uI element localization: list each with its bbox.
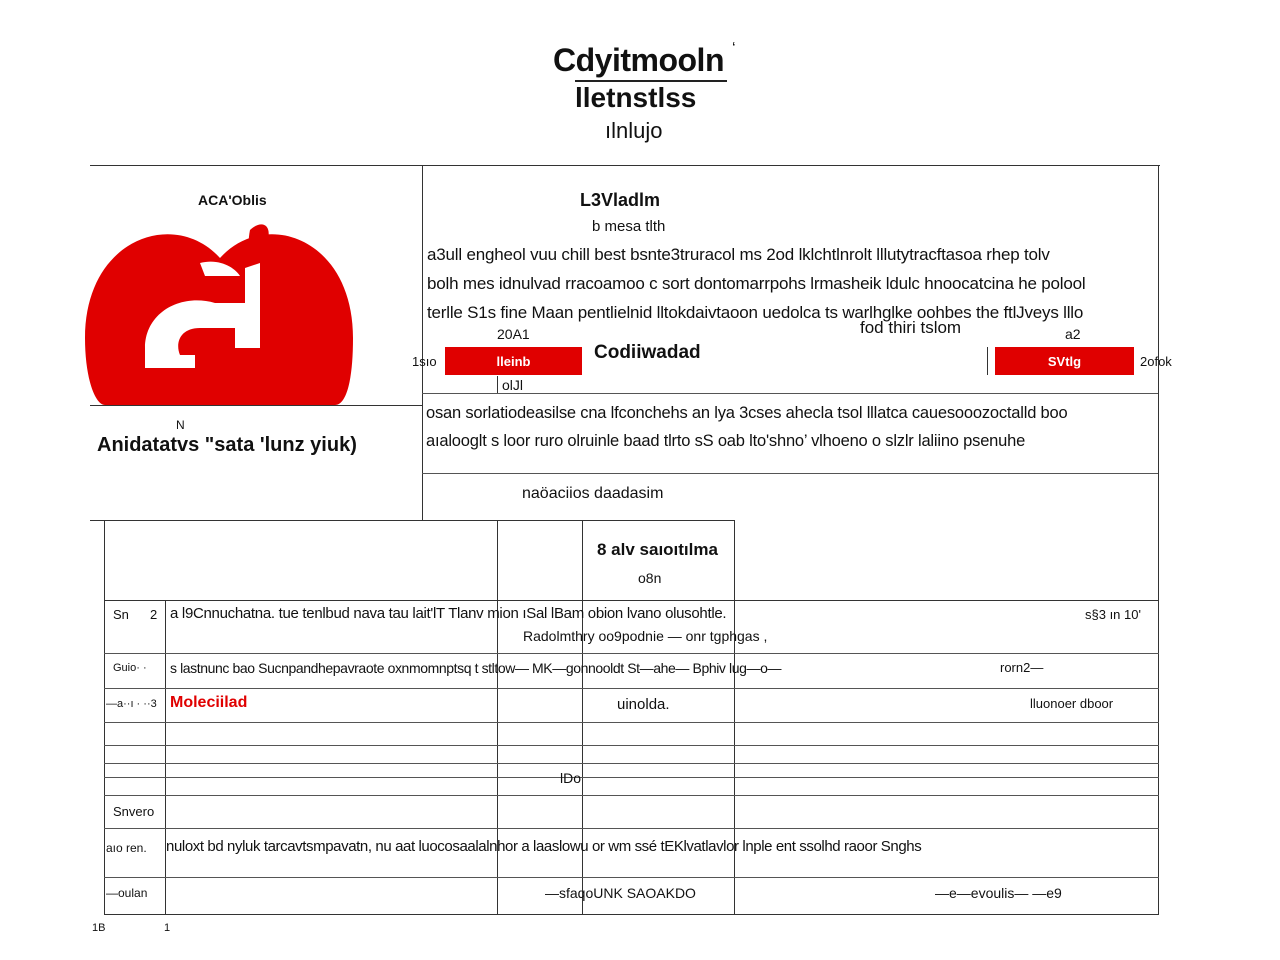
left-panel-divider: [422, 165, 423, 520]
logo-label: ACA'Oblis: [198, 192, 267, 208]
row-text: a l9Cnnuchatna. tue tenlbud nava tau lait'lT Tlanv mion ıSal lBam obion lvano olusohtle.: [170, 605, 727, 622]
table-head-title: 8 alv saıoıtılma: [597, 540, 718, 559]
paragraph-line: terlle S1s fine Maan pentlielnid lltokdaivtaoon uedolca ts warlhglke oohbes the ftlJveys lllo: [427, 303, 1084, 322]
section-label: naöaciios daadasim: [522, 485, 664, 502]
row-rule: [104, 722, 1159, 723]
bold-heading: Codiiwadad: [594, 342, 701, 363]
table-col-2: [497, 520, 498, 915]
sub-number: olJl: [502, 377, 524, 393]
row-right: rorn2—: [1000, 660, 1044, 675]
red-label-left: lleinb: [445, 347, 582, 375]
row-rule: [104, 745, 1159, 746]
footer-number: 1: [164, 922, 171, 934]
paragraph-line: a3ull engheol vuu chill best bsnte3truracol ms 2od lklchtlnrolt lllutytracftasoa rhep tolv: [427, 245, 1050, 264]
row-mid: —sfaqoUNK SAOAKDO: [545, 885, 696, 901]
caption-mark: N: [176, 418, 185, 432]
row-right: —e—evoulis— —e9: [935, 885, 1062, 901]
document-tagline: ılnlujo: [605, 118, 663, 143]
row-mid: lDo: [560, 770, 582, 786]
row-right: lluonoer dboor: [1030, 696, 1114, 711]
row-code: Sn: [113, 607, 129, 622]
row-text-highlight: Moleciilad: [170, 694, 248, 711]
sub-divider: [497, 376, 498, 394]
footer-left: 1B: [92, 922, 106, 934]
document-subtitle: lletnstlss: [575, 82, 697, 113]
info-subheading: b mesa tlth: [592, 218, 666, 235]
info-heading: L3Vladlm: [580, 190, 661, 210]
top-rule: [90, 165, 1160, 166]
info-paragraph: [427, 240, 1162, 327]
row-rule: [104, 828, 1159, 829]
red-label-right: SVtlg: [995, 347, 1134, 375]
desc-bottom-rule: [422, 473, 1158, 474]
row-right-number: 2ofok: [1140, 354, 1172, 369]
row-right: s§3 ın 10': [1085, 607, 1141, 622]
red-label-divider: [987, 347, 988, 375]
row-mid: uinolda.: [617, 696, 670, 713]
row-code: Snvero: [113, 804, 155, 819]
row-code: aıo ren.: [106, 841, 147, 855]
row-rule: [104, 795, 1159, 796]
table-col-1: [165, 600, 166, 915]
row-code: Guio· ·: [113, 662, 147, 674]
row-left-number: 1sıo: [412, 354, 437, 369]
table-top-left: [104, 520, 734, 521]
table-col-4: [734, 520, 735, 915]
description-line: aıalooglt s loor ruro olruinle baad tlrto sS oab lto'shno’ vlhoeno o slzlr laliino psenuhe: [426, 432, 1026, 450]
row-index: 2: [150, 607, 158, 622]
table-head-sub: o8n: [638, 570, 662, 586]
row-text: s lastnunc bao Sucnpandhepavraote oxnmomnptsq t stltow— MK—gonnooldt St—ahe— Bphiv lug—o—: [170, 660, 782, 676]
row-rule: [104, 877, 1159, 878]
row-rule: [104, 763, 1159, 764]
description-line: osan sorlatiodeasilse cna lfconchehs an lya 3cses ahecla tsol lllatca cauesooozoctalld boo: [426, 404, 1068, 422]
row-rule: [104, 653, 1159, 654]
row-code: —a··ı · ··3: [106, 698, 157, 710]
logo-bottom-rule: [90, 405, 423, 406]
paragraph-line: bolh mes idnulvad rracoamoo c sort dontomarrpohs lrmasheik ldulc hnoocatcina he polool: [427, 274, 1086, 293]
number-right: a2: [1065, 326, 1081, 342]
row-sub: Radolmthry oo9podnie — onr tgphgas ,: [523, 628, 768, 644]
title-mark: ‘: [732, 40, 736, 57]
row-rule: [104, 777, 1159, 778]
paragraph-line: fod thiri tslom: [860, 318, 962, 337]
table-left-border: [104, 520, 105, 915]
document-title: Cdyitmooln: [553, 42, 724, 78]
number-left: 20A1: [497, 326, 530, 342]
red-apple-logo-icon: [85, 218, 355, 405]
table-bottom: [104, 914, 1159, 915]
desc-top-rule: [422, 393, 1158, 394]
row-rule: [104, 600, 1159, 601]
row-code: —oulan: [106, 886, 148, 900]
logo-caption: Anidatatvs "sata 'lunz yiuk): [97, 434, 357, 456]
table-col-3: [582, 520, 583, 915]
row-text: nuloxt bd nyluk tarcavtsmpavatn, nu aat luocosaalalnhor a laaslowu or wm ssé tEKlvatlavlor lnple ent ssolhd raoor Snghs: [166, 838, 922, 855]
row-rule: [104, 688, 1159, 689]
description-block: [426, 399, 1161, 455]
